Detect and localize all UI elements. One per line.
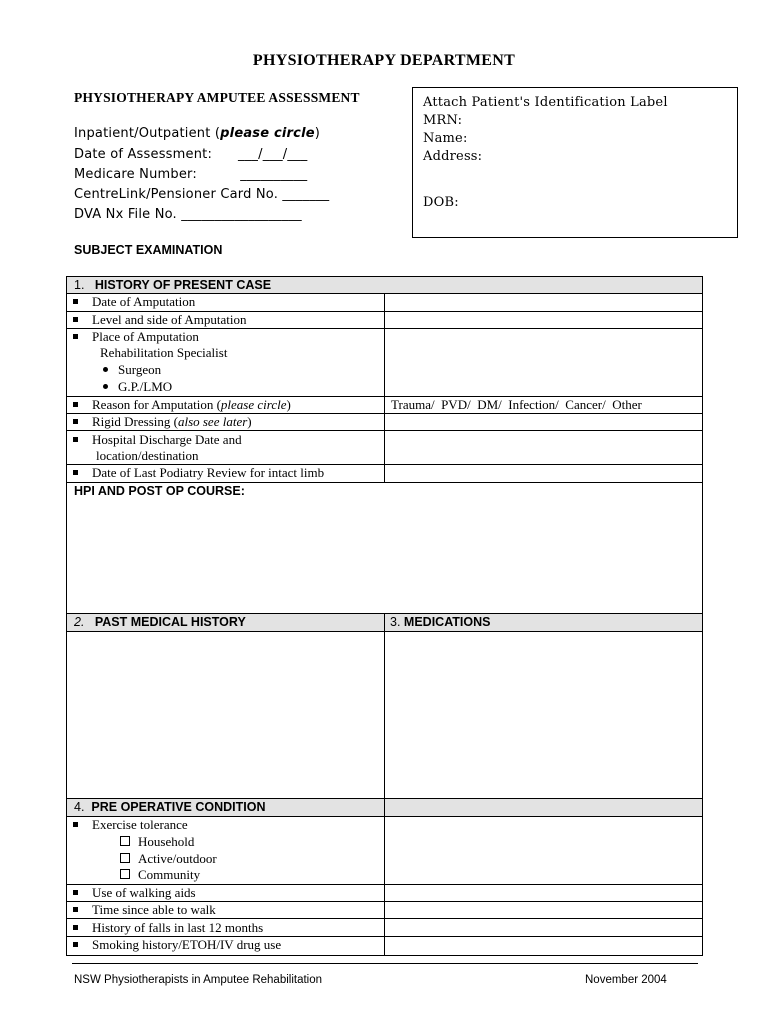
centrelink-field[interactable]: CentreLink/Pensioner Card No. _______ [74,187,330,202]
hpi-text-area[interactable] [68,500,701,612]
list-item-hospital-discharge: Hospital Discharge Date and [73,432,242,448]
medicare-number-field[interactable]: Medicare Number: __________ [74,167,308,182]
footer-organization: NSW Physiotherapists in Amputee Rehabilitation [74,974,323,986]
section1-title: HISTORY OF PRESENT CASE [94,278,272,292]
list-item-podiatry-review: Date of Last Podiatry Review for intact limb [73,465,324,481]
reason-options[interactable]: Trauma/ PVD/ DM/ Infection/ Cancer/ Other [391,397,642,412]
list-item-gp-lmo: G.P./LMO [103,379,172,395]
list-item-time-since-walk: Time since able to walk [73,902,216,918]
inpatient-label: Inpatient/Outpatient ( [74,126,221,141]
patient-id-label-box [412,87,738,238]
checkbox-active-outdoor[interactable]: Active/outdoor [120,851,217,867]
form-title: PHYSIOTHERAPY AMPUTEE ASSESSMENT [74,90,360,105]
checkbox-household[interactable]: Household [120,834,194,850]
mrn-label: MRN: [423,113,463,128]
date-of-assessment-field[interactable]: Date of Assessment: ___/___/___ [74,147,308,162]
past-medical-history-area[interactable] [68,633,383,797]
please-circle-note: please circle [220,126,315,141]
checkbox-icon[interactable] [120,836,130,846]
list-item-place-of-amputation: Place of Amputation [73,329,199,345]
footer-date: November 2004 [585,974,667,986]
address-label: Address: [423,149,483,164]
list-item-exercise-tolerance: Exercise tolerance [73,817,188,833]
id-label-title: Attach Patient's Identification Label [423,95,668,110]
section1-heading [74,278,271,292]
rehab-specialist-label: Rehabilitation Specialist [100,345,228,360]
name-label: Name: [423,131,468,146]
hpi-heading: HPI AND POST OP COURSE: [74,484,245,498]
section4-heading: 4. PRE OPERATIVE CONDITION [74,800,266,814]
list-item-smoking-history: Smoking history/ETOH/IV drug use [73,937,281,953]
department-title: PHYSIOTHERAPY DEPARTMENT [252,52,516,69]
section2-heading: 2. PAST MEDICAL HISTORY [74,615,246,629]
list-item-reason-for-amputation: Reason for Amputation (please circle) [73,397,291,413]
checkbox-community[interactable]: Community [120,867,200,883]
section3-heading: 3. MEDICATIONS [390,615,491,629]
list-item-falls-history: History of falls in last 12 months [73,920,263,936]
list-item-date-of-amputation: Date of Amputation [73,294,195,310]
inpatient-suffix: ) [314,126,321,141]
list-item-level-side: Level and side of Amputation [73,312,247,328]
list-item-walking-aids: Use of walking aids [73,885,196,901]
subject-examination-heading: SUBJECT EXAMINATION [74,243,223,257]
list-item-rigid-dressing: Rigid Dressing (also see later) [73,414,252,430]
dva-file-field[interactable]: DVA Nx File No. __________________ [74,207,302,222]
footer-divider [72,963,698,964]
hospital-discharge-line2: location/destination [96,448,199,463]
checkbox-icon[interactable] [120,853,130,863]
checkbox-icon[interactable] [120,869,130,879]
dob-label: DOB: [423,195,459,210]
medications-area[interactable] [386,633,701,797]
list-item-surgeon: Surgeon [103,362,161,378]
inpatient-outpatient-field[interactable] [74,126,320,141]
section1-number: 1. [74,278,85,292]
